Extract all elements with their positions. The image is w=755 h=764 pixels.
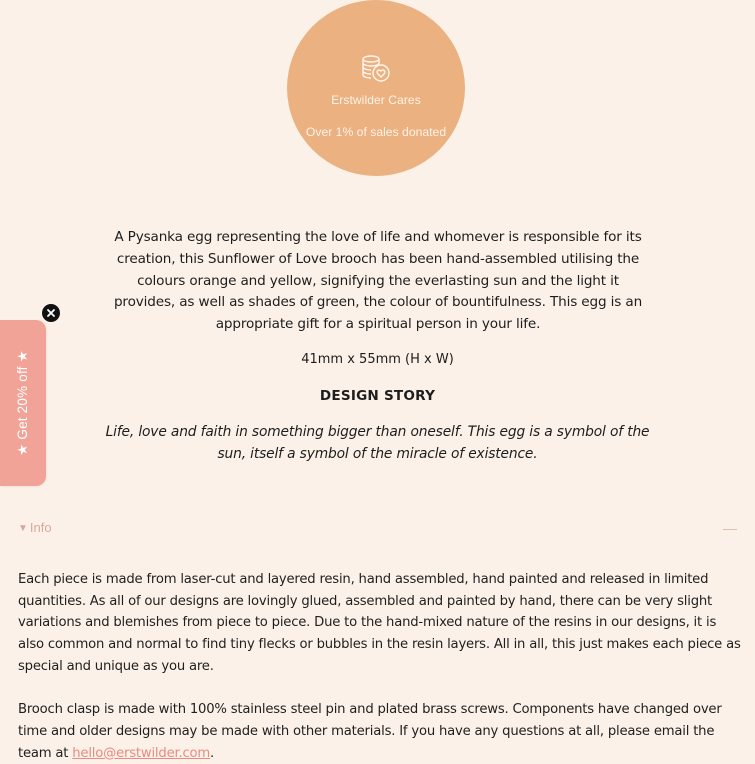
coins-heart-icon <box>358 51 394 87</box>
email-link[interactable]: hello@erstwilder.com <box>72 745 211 761</box>
product-description: A Pysanka egg representing the love of life and whomever is responsible for its creation, this Sunflower of Love brooch has been hand-assembled utilising the colours orange and yellow, signifying the everlasting sun and the light it provides, as well as shades of green, the colour of bountifulness. This egg is an appropriate gift for a spiritual person in your life. <box>113 229 643 333</box>
info-paragraph-2-text: Brooch clasp is made with 100% stainless steel pin and plated brass screws. Components have changed over time and older designs may be made with other materials. If you have any questions at all, please email the team at <box>18 702 722 761</box>
info-paragraph-1: Each piece is made from laser-cut and layered resin, hand assembled, hand painted and released in limited quantities. As all of our designs are lovingly glued, assembled and painted by hand, there can be very slight variations and blemishes from piece to piece. Due to the hand-mixed nature of the resins in our designs, it is also common and normal to find tiny flecks or bubbles in the resin layers. All in all, this just makes each piece as special and unique as you are. <box>18 572 741 674</box>
cares-subtitle: Over 1% of sales donated <box>305 125 447 139</box>
close-icon[interactable] <box>42 304 60 322</box>
product-dimensions: 41mm x 55mm (H x W) <box>301 352 454 367</box>
discount-tab-label: ★ Get 20% off ★ <box>15 350 30 456</box>
discount-side-tab[interactable] <box>0 320 46 486</box>
design-story-text: Life, love and faith in something bigger than oneself. This egg is a symbol of the sun, itself a symbol of the miracle of existence. <box>105 424 650 462</box>
info-toggle[interactable] <box>18 520 52 535</box>
info-paragraph-2 <box>18 699 743 764</box>
collapse-minus-icon[interactable] <box>723 529 737 530</box>
erstwilder-cares-badge <box>287 0 465 176</box>
info-content <box>18 569 743 764</box>
caret-down-icon: ▼ <box>18 522 28 534</box>
design-story-heading: DESIGN STORY <box>319 388 436 404</box>
cares-title: Erstwilder Cares <box>331 93 421 107</box>
info-accordion-header[interactable] <box>18 520 737 540</box>
info-toggle-label: Info <box>29 520 52 535</box>
info-paragraph-2-end: . <box>210 745 215 761</box>
